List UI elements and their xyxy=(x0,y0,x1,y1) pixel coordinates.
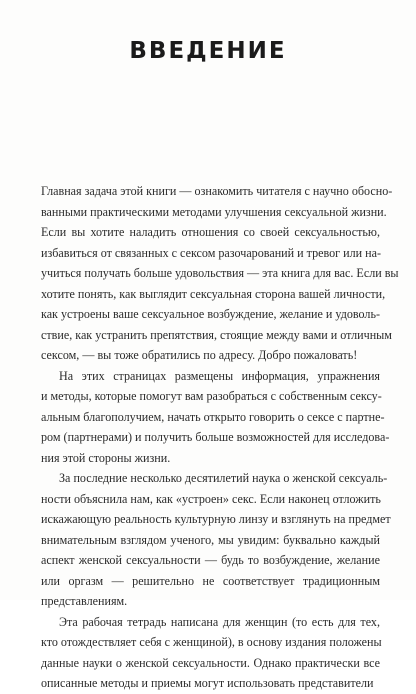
text-line: сексом, — вы тоже обратились по адресу. Добро пожаловать! xyxy=(41,348,358,362)
text-line: описанные методы и приемы могут использовать представители xyxy=(41,676,374,690)
text-line: искажающую реальность культурную линзу и взглянуть на предмет xyxy=(41,512,391,526)
text-line: аспект женской сексуальности — будь то возбуждение, желание xyxy=(41,553,380,567)
text-line: и методы, которые помогут вам разобраться с собственным сексу- xyxy=(41,389,382,403)
text-line: представлениям. xyxy=(41,594,128,608)
text-line: За последние несколько десятилетий наука о женской сексуаль- xyxy=(59,471,388,485)
text-line: ности объяснила нам, как «устроен» секс. Если наконец отложить xyxy=(41,491,381,506)
text-line: Если вы хотите наладить отношения со своей сексуальностью, xyxy=(41,225,380,239)
text-line: На этих страницах размещены информация, упражнения xyxy=(59,368,380,383)
text-line: или оргазм — решительно не соответствует традиционным xyxy=(41,573,380,588)
paragraph xyxy=(41,366,390,469)
text-line: кто отождествляет себя с женщиной), в основу издания положены xyxy=(41,635,382,649)
text-line: избавиться от связанных с сексом разочарований и тревог или на- xyxy=(41,245,382,260)
paragraph xyxy=(41,468,391,612)
text-line: как устроены ваше сексуальное возбуждение, желание и удоволь- xyxy=(41,307,380,321)
body-text xyxy=(41,181,399,694)
paragraph xyxy=(41,181,399,366)
chapter-title: ВВЕДЕНИЕ xyxy=(129,38,287,64)
text-line: Эта рабочая тетрадь написана для женщин (то есть для тех, xyxy=(59,614,380,629)
text-line: альным благополучием, начать открыто говорить о сексе с партне- xyxy=(41,409,385,424)
text-line: учиться получать больше удовольствия — эта книга для вас. Если вы xyxy=(41,266,399,280)
text-line: Главная задача этой книги — ознакомить читателя с научно обосно- xyxy=(41,184,393,198)
text-line: ния этой стороны жизни. xyxy=(41,450,171,465)
text-line: ствие, как устранить препятствия, стоящие между вами и отличным xyxy=(41,327,392,342)
text-line: внимательным взглядом ученого, мы увидим: буквально каждый xyxy=(41,532,380,547)
text-line: ром (партнерами) и получить больше возможностей для исследова- xyxy=(41,430,390,444)
text-line: хотите понять, как выглядит сексуальная сторона вашей личности, xyxy=(41,286,386,301)
paragraph xyxy=(41,612,380,694)
text-line: ванными практическими методами улучшения сексуальной жизни. xyxy=(41,204,387,219)
text-line: данные науки о женской сексуальности. Однако практически все xyxy=(41,655,380,670)
